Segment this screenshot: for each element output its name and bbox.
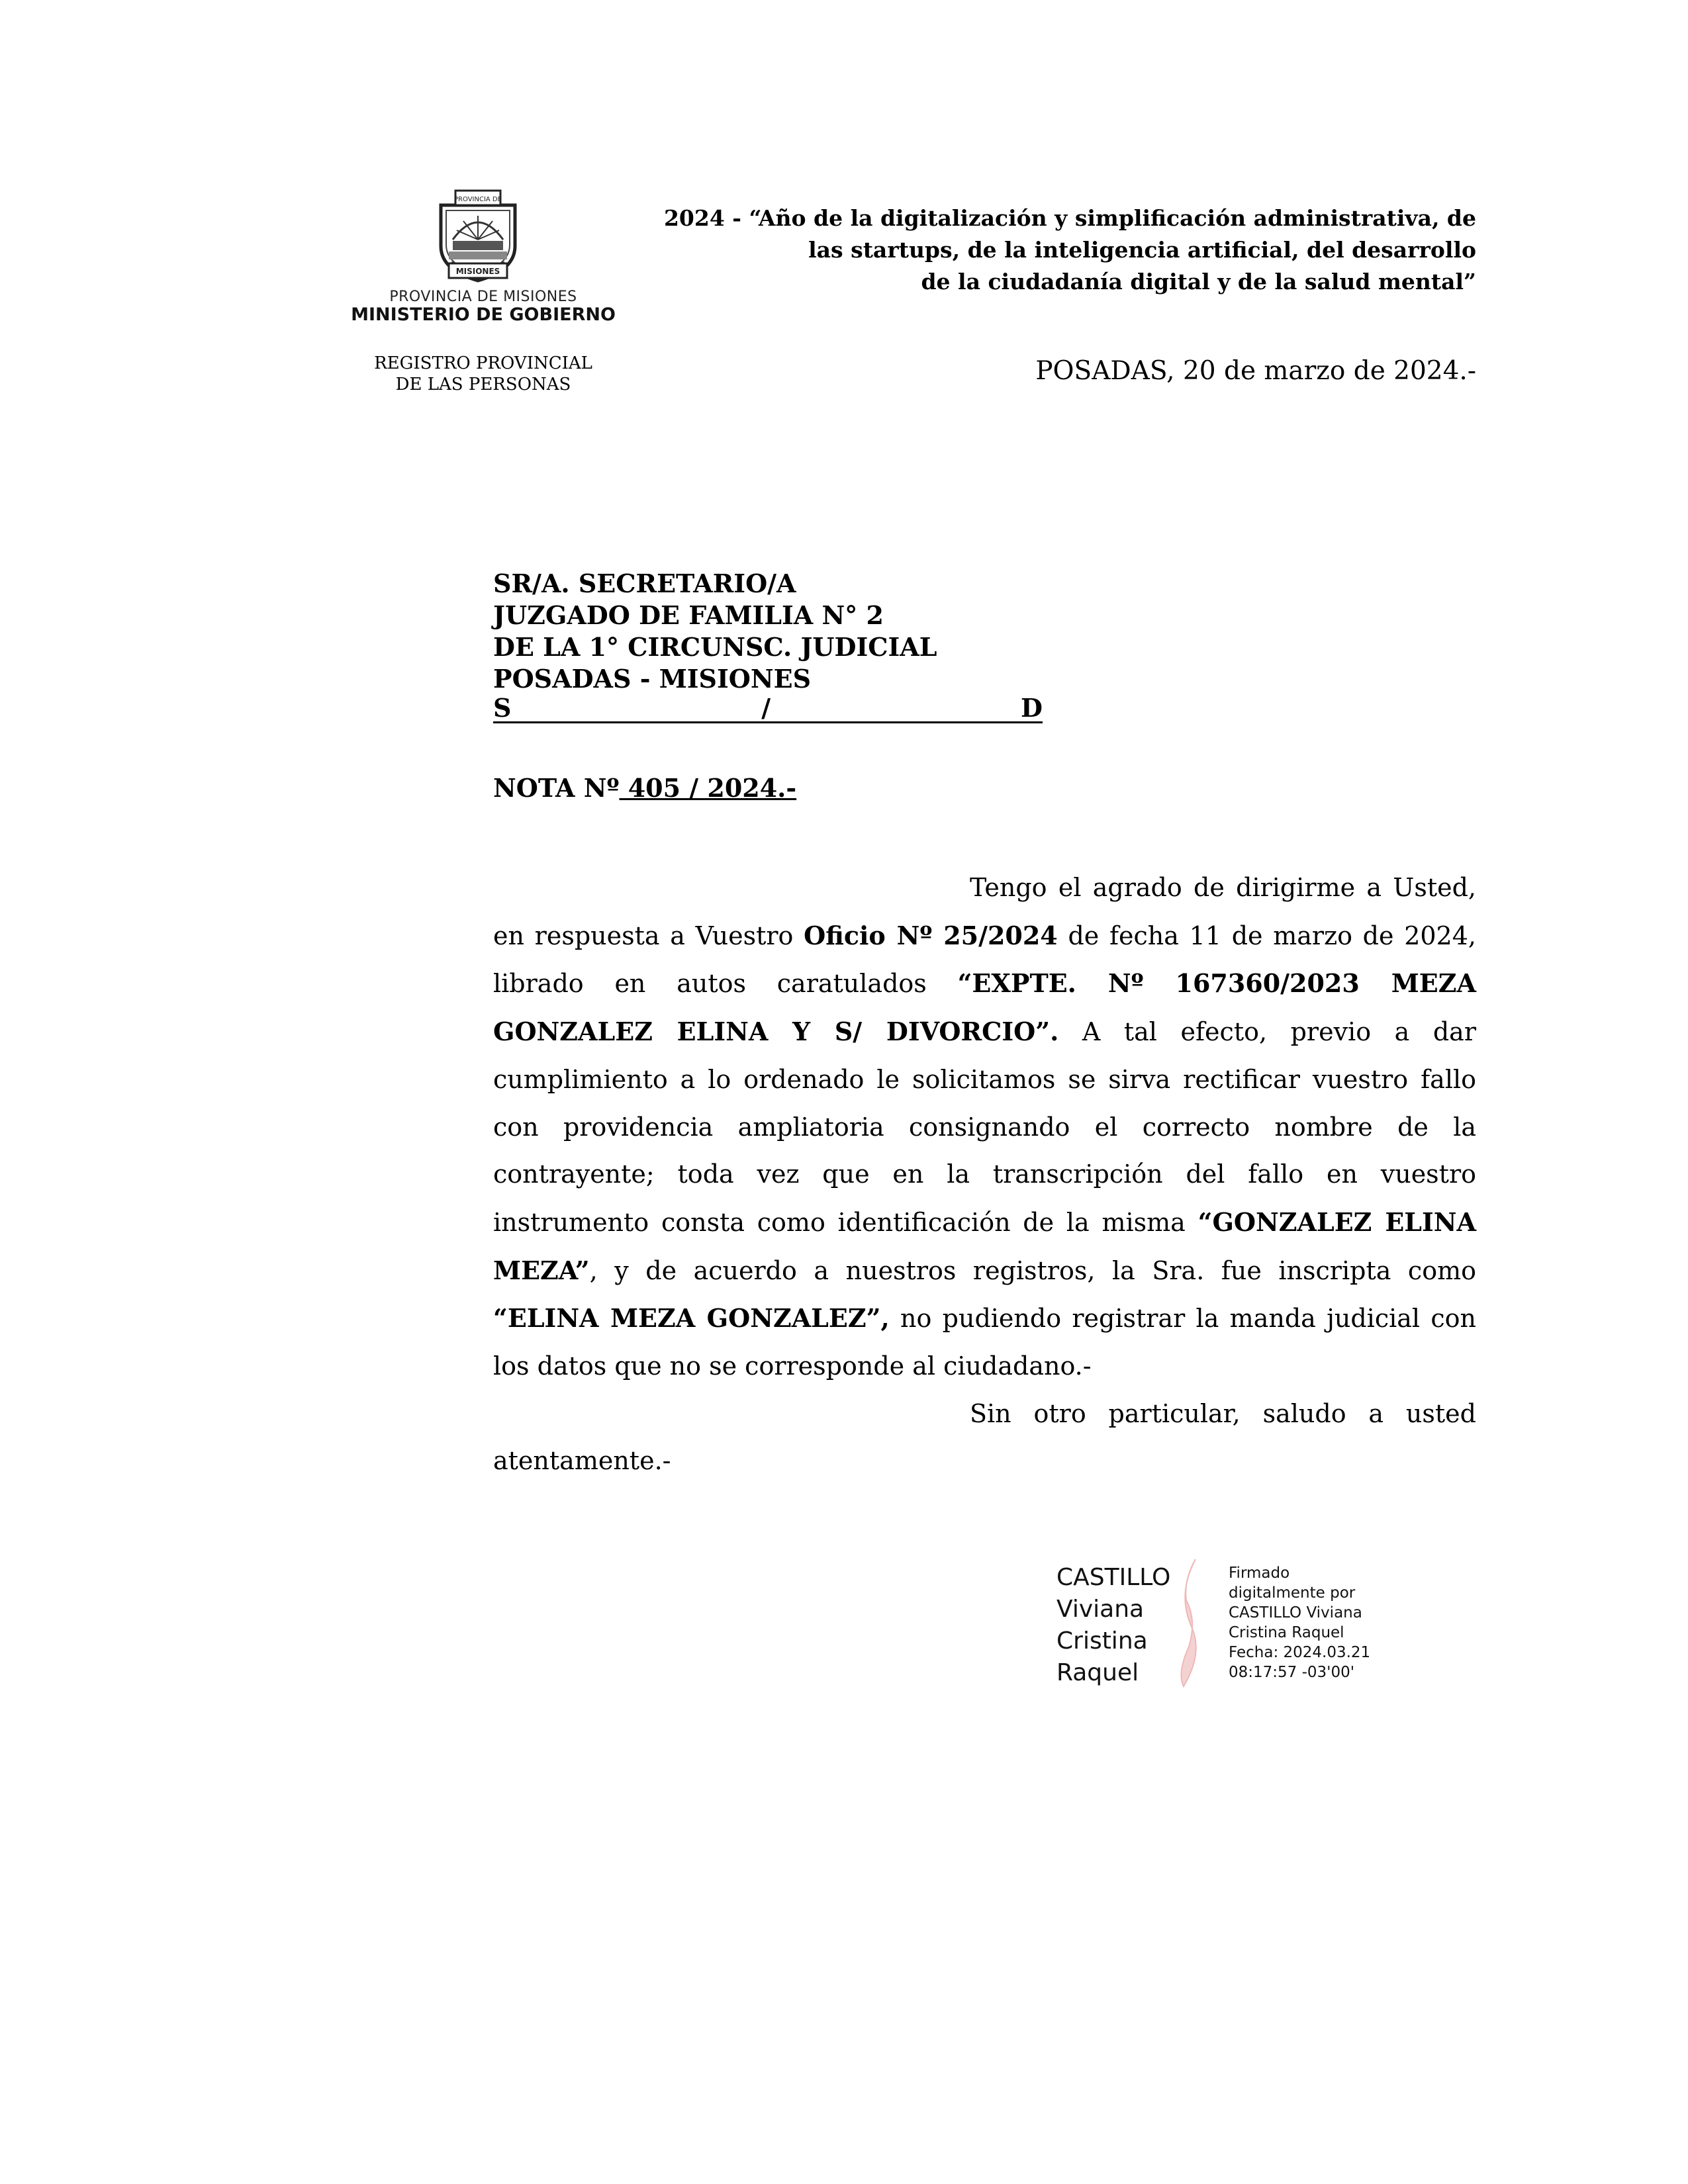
- signer-name-line-1: CASTILLO: [1056, 1564, 1171, 1591]
- motto-line-2: las startups, de la inteligencia artificial, del desarrollo: [808, 237, 1476, 263]
- motto-line-1: 2024 - “Año de la digitalización y simplificación administrativa, de: [663, 205, 1476, 231]
- signer-name: [1056, 1562, 1170, 1689]
- seal-text-top: PROVINCIA DE: [454, 196, 502, 203]
- provincial-seal-icon: [429, 185, 527, 283]
- sig-detail-line-3: CASTILLO Viviana: [1229, 1604, 1362, 1621]
- signer-name-line-2: Viviana: [1056, 1596, 1145, 1623]
- name-as-recorded: “GONZALEZ ELINA MEZA”: [493, 1206, 1476, 1285]
- note-label: NOTA Nº: [493, 773, 620, 803]
- sig-detail-line-5: Fecha: 2024.03.21: [1229, 1644, 1371, 1661]
- body-paragraph-1: [493, 864, 1476, 1390]
- year-motto: [569, 203, 1476, 298]
- p1-text-d: , y de acuerdo a nuestros registros, la Sra. fue inscripta como: [589, 1255, 1476, 1285]
- oficio-reference: Oficio Nº 25/2024: [804, 920, 1058, 950]
- p1-text-a: Tengo el agrado de dirigirme a Usted, en respuesta a Vuestro: [493, 873, 1476, 950]
- digital-signature-details: [1229, 1563, 1370, 1682]
- sig-detail-line-6: 08:17:57 -03'00': [1229, 1664, 1355, 1681]
- registry-line-2: DE LAS PERSONAS: [395, 375, 571, 394]
- p1-text-e: no pudiendo registrar la manda judicial con los datos que no se corresponde al ciudadano.-: [493, 1304, 1476, 1381]
- p1-text-c: A tal efecto, previo a dar cumplimiento a lo ordenado le solicitamos se sirva rectificar vuestro fallo con providencia ampliatoria consignando el correcto nombre de la contrayente; toda vez que en la transcripción del fallo en vuestro instrumento consta como identificación de la misma: [493, 1017, 1476, 1237]
- addressee-line-3: DE LA 1° CIRCUNSC. JUDICIAL: [493, 632, 937, 662]
- body-paragraph-2: Sin otro particular, saludo a usted atentamente.-: [493, 1398, 1476, 1476]
- signer-name-line-4: Raquel: [1056, 1659, 1139, 1686]
- note-value: 405 / 2024.-: [619, 773, 797, 803]
- case-file-reference: “EXPTE. Nº 167360/2023 MEZA GONZALEZ ELINA Y S/ DIVORCIO”.: [493, 968, 1476, 1047]
- p1-text-b: de fecha 11 de marzo de 2024, librado en autos caratulados: [493, 921, 1476, 999]
- signature-mark-icon: [1157, 1554, 1217, 1693]
- addressee-line-1: SR/A. SECRETARIO/A: [493, 569, 796, 598]
- sd-line: [493, 695, 1043, 723]
- motto-line-3: de la ciudadanía digital y de la salud mental”: [921, 269, 1476, 295]
- letter-date: POSADAS, 20 de marzo de 2024.-: [1035, 356, 1476, 386]
- letter-body: [493, 864, 1476, 1485]
- province-name: PROVINCIA DE MISIONES: [389, 289, 577, 305]
- sd-d: D: [1021, 693, 1043, 723]
- sig-detail-line-2: digitalmente por: [1229, 1584, 1356, 1602]
- name-as-registered: “ELINA MEZA GONZALEZ”,: [493, 1303, 890, 1334]
- ministry-name: MINISTERIO DE GOBIERNO: [351, 304, 616, 325]
- sd-s: S: [493, 693, 512, 723]
- sig-detail-line-1: Firmado: [1229, 1565, 1290, 1582]
- registry-line-1: REGISTRO PROVINCIAL: [374, 353, 592, 373]
- seal-text-bottom: MISIONES: [455, 267, 500, 276]
- addressee-block: [493, 568, 1043, 723]
- sd-slash: /: [761, 693, 771, 723]
- addressee-line-4: POSADAS - MISIONES: [493, 664, 812, 694]
- addressee-line-2: JUZGADO DE FAMILIA N° 2: [493, 600, 884, 630]
- sig-detail-line-4: Cristina Raquel: [1229, 1624, 1344, 1641]
- note-number: [493, 773, 796, 803]
- signer-name-line-3: Cristina: [1056, 1627, 1148, 1655]
